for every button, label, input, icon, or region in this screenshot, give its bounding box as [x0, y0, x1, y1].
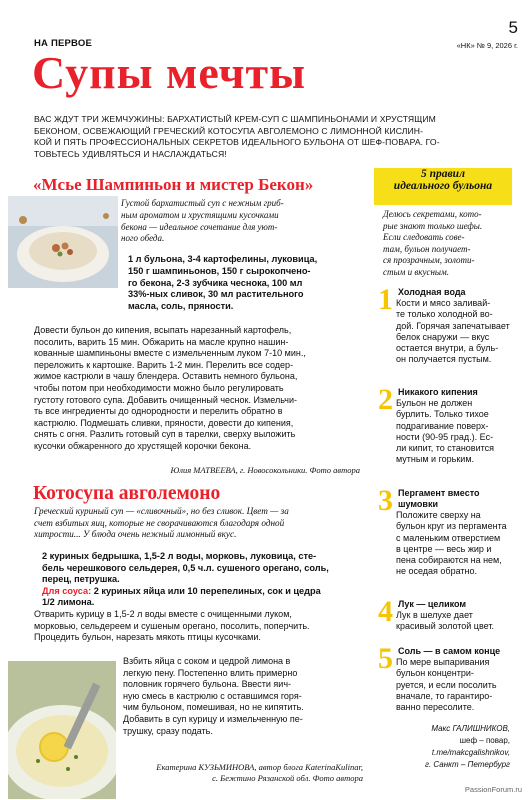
recipe1-ingredients: [128, 254, 361, 313]
method-line: снять с огня. Разлить готовый суп в тарелки, сверху выложить: [34, 429, 296, 440]
rule-line: вначале, то гарантиро-: [396, 690, 493, 701]
method-line: чтобы потом при необходимости можно было регулировать: [34, 382, 284, 393]
sauce-line: 1/2 лимона.: [42, 597, 95, 608]
rule-text: [396, 510, 510, 578]
recipe1-method: [34, 325, 362, 453]
page-title: Супы мечты: [32, 47, 307, 98]
method-line: Отварить курицу в 1,5-2 л воды вместе с очищенными луком,: [34, 609, 292, 619]
recipe2-method-continued: [123, 656, 363, 737]
rule-line: не оседая обратно.: [396, 566, 477, 577]
lead-line: КОЙ И ПЯТЬ ПРОФЕССИОНАЛЬНЫХ СЕКРЕТОВ ИДЕАЛЬНОГО БУЛЬОНА ОТ ШЕФ-ПОВАРА. ГО-: [34, 137, 440, 147]
intro-line: Делюсь секретами, кото-: [383, 209, 482, 219]
rule-line: ванно пересолите.: [396, 702, 475, 713]
method-line: густоту готового супа. Добавить очищенный чеснок. Измельчи-: [34, 394, 298, 405]
watermark: PassionForum.ru: [464, 785, 522, 794]
rule-line: в центре — весь жир и: [396, 543, 492, 554]
signature-line: г. Санкт – Петербург: [425, 760, 510, 769]
ingredient-line: 150 г шампиньонов, 150 г сырокопчено-: [128, 265, 311, 276]
rule-text: [396, 398, 510, 466]
rule-line: бульон концентри-: [396, 668, 474, 679]
method-line: Взбить яйца с соком и цедрой лимона в: [123, 656, 291, 666]
ingredient-line: го бекона, 2-3 зубчика чеснока, 100 мл: [128, 277, 303, 288]
method-line: кусочки обжаренного до хрустящей корочки бекона.: [34, 440, 252, 451]
method-line: переложить к картошке. Варить 1-2 мин. Перелить все содер-: [34, 359, 294, 370]
recipe2-author: [123, 762, 363, 783]
rule-text: [396, 657, 510, 713]
intro-line: ного обеда.: [121, 233, 165, 244]
section-label: НА ПЕРВОЕ: [34, 38, 93, 49]
method-line: половник горячего бульона. Ввести яич-: [123, 679, 292, 690]
method-line: Довести бульон до кипения, всыпать нарезанный картофель,: [34, 325, 292, 335]
intro-line: ным ароматом и хрустящими кусочками: [121, 209, 279, 220]
rule-line: белок снаружи — вкус: [396, 331, 490, 342]
chef-signature: [384, 723, 510, 771]
rule-title: Никакого кипения: [398, 387, 478, 397]
sidebar-intro: [383, 209, 509, 279]
lead-line: ВАС ЖДУТ ТРИ ЖЕМЧУЖИНЫ: БАРХАТИСТЫЙ КРЕМ-СУП С ШАМПИНЬОНАМИ И ХРУСТЯЩИМ: [34, 114, 436, 124]
rule-line: ли кипит, то становится: [396, 443, 495, 454]
issue-info: «НК» № 9, 2026 г.: [456, 41, 518, 50]
sauce-text: 2 куриных яйца или 10 перепелиных, сок и цедра: [93, 585, 321, 596]
rule-text: [396, 610, 510, 633]
rule-line: бульон круг из пергамента: [396, 521, 507, 532]
sauce-line: [42, 586, 362, 598]
method-line: ную смесь в кастрюлю с оставшимся горя-: [123, 690, 302, 701]
intro-line: Греческий куриный суп — «сливочный», но без сливок. Цвет — за: [34, 506, 289, 516]
signature-line: t.me/makcgalishnikov,: [431, 748, 510, 757]
method-line: Добавить в суп курицу и измельченную пе-: [123, 713, 303, 724]
sidebar-header: [374, 168, 512, 205]
rule-number: 5: [378, 642, 393, 675]
rule-title: Соль — в самом конце: [398, 646, 501, 656]
intro-line: Густой бархатистый суп с нежным гриб-: [121, 198, 284, 208]
page-number: 5: [508, 18, 518, 37]
ingredient-line: 33%-ных сливок, 30 мл растительного: [128, 289, 304, 300]
rule-number: 3: [378, 484, 393, 517]
rule-line: Лук в шелухе дает: [396, 610, 473, 620]
rule-line: Кости и мясо заливай-: [396, 298, 491, 308]
signature-line: Макс ГАЛИШНИКОВ,: [431, 724, 510, 733]
method-line: жимое кастрюли в чашу блендера. Оставить немного бульона,: [34, 371, 298, 382]
rule-title: Пергамент вместо шумовки: [398, 488, 480, 509]
intro-line: рые знают только шефы.: [383, 220, 483, 231]
sauce-label: Для соуса:: [42, 585, 92, 596]
method-line: кастрюлю. Подмешать сливки, пряности, довести до кипения,: [34, 417, 294, 428]
lead-paragraph: [34, 114, 512, 160]
method-line: легкую пену. Постепенно влить примерно: [123, 667, 298, 678]
rule-number: 1: [378, 283, 393, 316]
rule-line: остается внутри, а буль-: [396, 343, 499, 354]
lead-line: ТОВЬТЕСЬ УДИВЛЯТЬСЯ И НАСЛАЖДАТЬСЯ!: [34, 148, 227, 159]
author-line: Екатерина КУЗЬМИНОВА, автор блога KaterinaKulinar,: [156, 762, 363, 772]
method-line: кованные шампиньоны вместе с измельченным луком 7-10 мин.,: [34, 348, 306, 359]
rule-line: бурлить. Только тихое: [396, 409, 489, 420]
recipe2-ingredients: [42, 551, 362, 609]
lead-line: БЕКОНОМ, ОСВЕЖАЮЩИЙ ГРЕЧЕСКИЙ КОТОСУПА АВГОЛЕМОНО С ЛИМОННОЙ КИСЛИН-: [34, 125, 424, 136]
method-line: ть все ингредиенты до однородности и перелить обратно в: [34, 406, 283, 417]
sidebar-header-line: идеального бульона: [393, 180, 493, 192]
recipe1-author: Юлия МАТВЕЕВА, г. Новосокольники. Фото автора: [170, 465, 360, 475]
rule-line: подрагивание поверх-: [396, 420, 489, 431]
recipe2-intro: [34, 506, 362, 541]
method-line: чим бульоном, помешивая, но не кипятить.: [123, 702, 304, 713]
ingredient-line: 1 л бульона, 3-4 картофелины, луковица,: [128, 254, 318, 264]
intro-line: счет взбитых яиц, которые не сворачиваются благодаря одной: [34, 517, 285, 528]
sidebar-header-line: 5 правил: [421, 168, 465, 180]
rule-line: те только холодной во-: [396, 309, 493, 320]
rule-line: мутным и горьким.: [396, 454, 475, 465]
rule-line: он получается пустым.: [396, 354, 492, 365]
intro-line: там, бульон получает-: [383, 243, 471, 254]
recipe1-title: «Мсье Шампиньон и мистер Бекон»: [33, 175, 314, 194]
rule-line: пена собираются на нем,: [396, 555, 502, 566]
rule-line: По мере выпаривания: [396, 657, 490, 667]
rule-line: Положите сверху на: [396, 510, 481, 520]
signature-line: шеф – повар,: [459, 736, 510, 745]
rule-line: руется, и если посолить: [396, 679, 497, 690]
recipe2-method: [34, 609, 362, 644]
rule-title: Холодная вода: [398, 287, 466, 297]
intro-line: хитрости... У блюда очень нежный лимонный вкус.: [34, 529, 237, 540]
method-line: Процедить бульон, нарезать мякоть птицы кусочками.: [34, 632, 261, 643]
rule-text: [396, 298, 510, 366]
intro-line: стым и вкусным.: [383, 266, 449, 277]
avgolemono-photo: [8, 661, 116, 799]
rule-line: дой. Горячая запечатывает: [396, 320, 510, 331]
method-line: морковью, сельдереем и сушеным орегано, посолить, поперчить.: [34, 620, 310, 631]
rule-number: 2: [378, 383, 393, 416]
rule-title: Лук — целиком: [398, 599, 467, 609]
intro-line: бекона — идеальное сочетание для уют-: [121, 221, 278, 232]
author-line: с. Бежтино Рязанской обл. Фото автора: [212, 772, 363, 783]
method-line: посолить, варить 15 мин. Обжарить на масле крупно нашин-: [34, 336, 289, 347]
rule-line: Бульон не должен: [396, 398, 473, 408]
ingredient-line: 2 куриных бедрышка, 1,5-2 л воды, морковь, луковица, сте-: [42, 551, 317, 561]
ingredient-line: перец, петрушка.: [42, 574, 120, 585]
soup-photo: [8, 196, 118, 288]
intro-line: ся прозрачным, золоти-: [383, 255, 475, 266]
rule-line: с маленьким отверстием: [396, 532, 501, 543]
ingredient-line: бель черешкового сельдерея, 0,5 ч.л. сушеного орегано, соль,: [42, 562, 329, 573]
method-line: трушку, сразу подать.: [123, 725, 213, 736]
rule-line: ности (90-95 град.). Ес-: [396, 431, 494, 442]
recipe2-title: Котосупа авголемоно: [33, 483, 221, 504]
ingredient-line: масла, соль, пряности.: [128, 301, 234, 312]
rule-number: 4: [378, 595, 393, 628]
recipe1-intro: [121, 198, 361, 245]
intro-line: Если следовать сове-: [383, 232, 465, 243]
rule-line: красивый золотой цвет.: [396, 621, 494, 632]
